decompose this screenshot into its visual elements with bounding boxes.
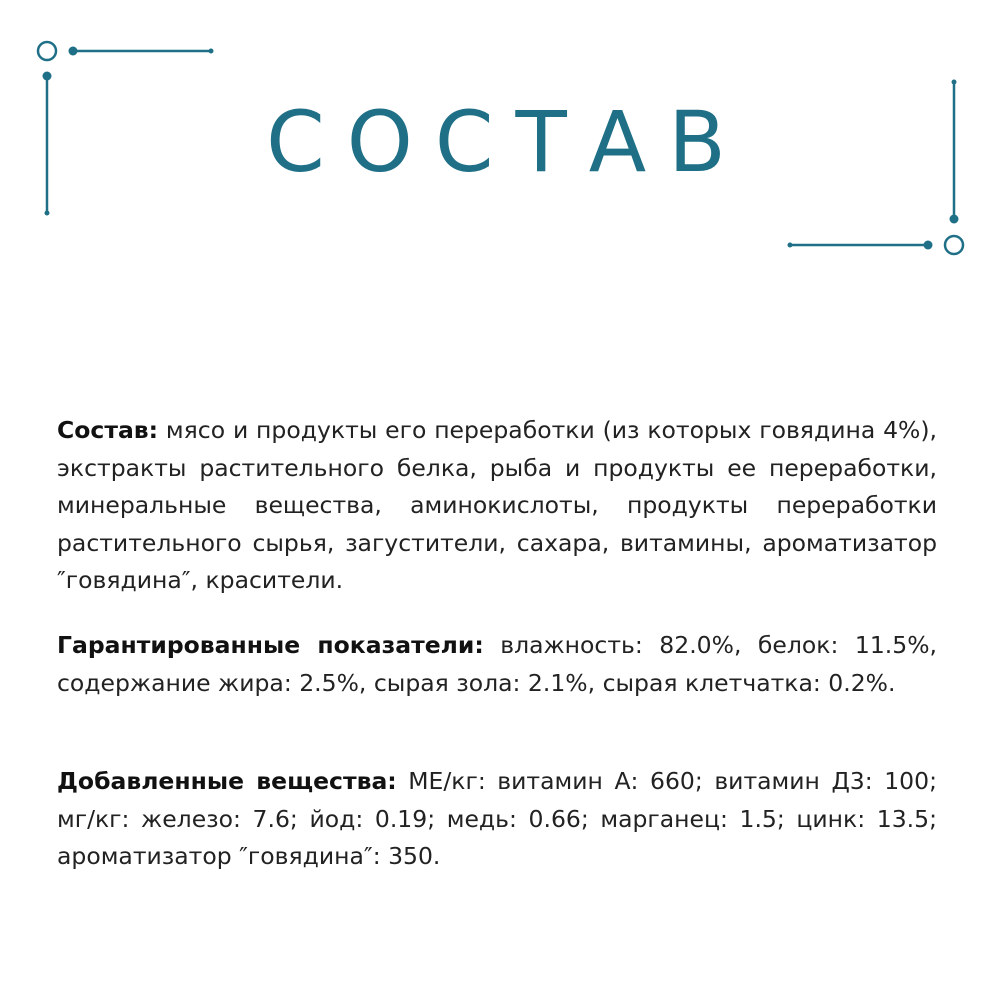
page-title: СОСТАВ: [266, 93, 748, 191]
guaranteed-analysis-label: Гарантированные показатели:: [57, 631, 484, 659]
added-substances-text: МЕ/кг: витамин А: 660; витамин Д3: 100; мг/кг: железо: 7.6; йод: 0.19; медь: 0.66; марганец: 1.5; цинк: 13.5; ароматизатор ″говядина″: 350.: [57, 767, 938, 870]
added-substances-label: Добавленные вещества:: [57, 767, 397, 795]
composition-label: Состав:: [57, 416, 159, 444]
composition-text: мясо и продукты его переработки (из которых говядина 4%), экстракты растительного белка, рыба и продукты ее переработки, минеральные вещества, аминокислоты, продукты переработки растительного сырья, загустители, сахара, витамины, ароматизатор ″говядина″, красители.: [57, 416, 937, 594]
composition-paragraph: [57, 412, 937, 600]
guaranteed-analysis-text: влажность: 82.0%, белок: 11.5%, содержание жира: 2.5%, сырая зола: 2.1%, сырая клетчатка: 0.2%.: [57, 631, 937, 697]
added-substances-paragraph: [57, 763, 937, 876]
guaranteed-analysis-paragraph: [57, 627, 937, 702]
